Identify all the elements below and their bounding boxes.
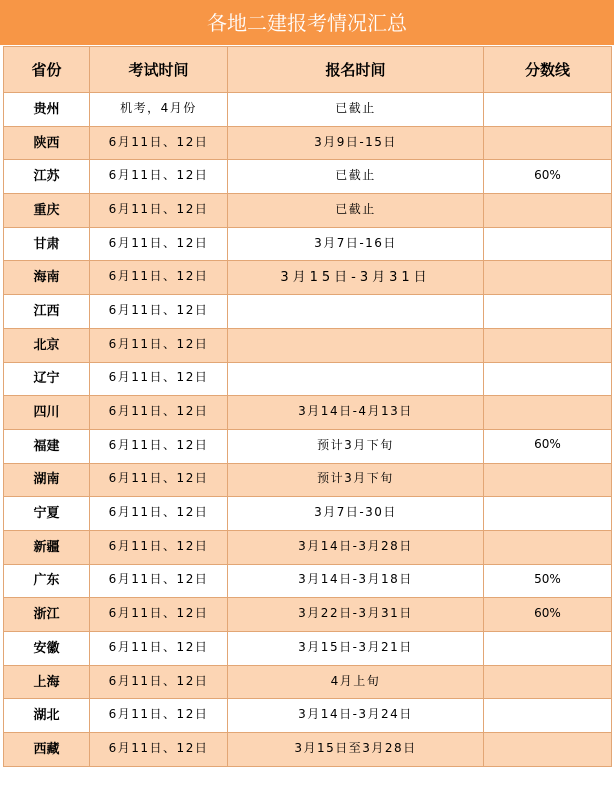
registration-time-cell: 3月14日-3月18日	[228, 564, 484, 598]
registration-time-cell: 3月14日-4月13日	[228, 396, 484, 430]
registration-time-cell	[228, 328, 484, 362]
passing-score-cell	[484, 328, 612, 362]
passing-score-cell	[484, 530, 612, 564]
passing-score-cell	[484, 632, 612, 666]
table-row	[4, 93, 612, 127]
passing-score-cell	[484, 396, 612, 430]
province-cell: 湖北	[4, 699, 90, 733]
province-cell: 浙江	[4, 598, 90, 632]
registration-time-cell: 4月上旬	[228, 665, 484, 699]
exam-time-cell: 6月11日、12日	[90, 665, 228, 699]
exam-time-cell: 6月11日、12日	[90, 194, 228, 228]
table-row	[4, 632, 612, 666]
exam-time-cell: 6月11日、12日	[90, 261, 228, 295]
registration-time-cell: 预计3月下旬	[228, 463, 484, 497]
province-cell: 福建	[4, 429, 90, 463]
table-row	[4, 429, 612, 463]
header-province: 省份	[4, 47, 90, 93]
table-row	[4, 497, 612, 531]
table-row	[4, 463, 612, 497]
table-body	[4, 93, 612, 767]
table-row	[4, 699, 612, 733]
sheet-title: 各地二建报考情况汇总	[0, 0, 614, 46]
province-cell: 甘肃	[4, 227, 90, 261]
exam-time-cell: 6月11日、12日	[90, 530, 228, 564]
exam-time-cell: 6月11日、12日	[90, 429, 228, 463]
passing-score-cell	[484, 699, 612, 733]
table-row	[4, 160, 612, 194]
exam-time-cell: 6月11日、12日	[90, 699, 228, 733]
registration-time-cell: 3月15日-3月31日	[228, 261, 484, 295]
registration-time-cell: 已截止	[228, 93, 484, 127]
province-cell: 海南	[4, 261, 90, 295]
registration-time-cell: 已截止	[228, 194, 484, 228]
province-cell: 北京	[4, 328, 90, 362]
exam-time-cell: 6月11日、12日	[90, 227, 228, 261]
table-row	[4, 530, 612, 564]
province-cell: 辽宁	[4, 362, 90, 396]
header-registration-time: 报名时间	[228, 47, 484, 93]
exam-time-cell: 机考，4月份	[90, 93, 228, 127]
exam-time-cell: 6月11日、12日	[90, 632, 228, 666]
registration-time-cell: 3月15日至3月28日	[228, 733, 484, 767]
passing-score-cell	[484, 93, 612, 127]
table-row	[4, 126, 612, 160]
table-row	[4, 227, 612, 261]
passing-score-cell: 60%	[484, 160, 612, 194]
province-cell: 安徽	[4, 632, 90, 666]
table-row	[4, 396, 612, 430]
table-row	[4, 194, 612, 228]
passing-score-cell: 60%	[484, 598, 612, 632]
province-cell: 西藏	[4, 733, 90, 767]
registration-time-cell: 3月15日-3月21日	[228, 632, 484, 666]
exam-time-cell: 6月11日、12日	[90, 362, 228, 396]
header-passing-score: 分数线	[484, 47, 612, 93]
passing-score-cell	[484, 665, 612, 699]
passing-score-cell	[484, 194, 612, 228]
registration-time-cell: 3月7日-16日	[228, 227, 484, 261]
passing-score-cell	[484, 295, 612, 329]
table-row	[4, 564, 612, 598]
province-cell: 陕西	[4, 126, 90, 160]
passing-score-cell	[484, 463, 612, 497]
registration-time-cell: 3月14日-3月28日	[228, 530, 484, 564]
province-cell: 宁夏	[4, 497, 90, 531]
exam-time-cell: 6月11日、12日	[90, 328, 228, 362]
registration-time-cell: 3月14日-3月24日	[228, 699, 484, 733]
table-row	[4, 295, 612, 329]
registration-time-cell: 3月7日-30日	[228, 497, 484, 531]
table-row	[4, 665, 612, 699]
province-cell: 贵州	[4, 93, 90, 127]
registration-time-cell: 3月9日-15日	[228, 126, 484, 160]
registration-time-cell	[228, 295, 484, 329]
exam-time-cell: 6月11日、12日	[90, 497, 228, 531]
table-row	[4, 598, 612, 632]
exam-table	[3, 46, 612, 767]
province-cell: 江苏	[4, 160, 90, 194]
passing-score-cell	[484, 227, 612, 261]
exam-time-cell: 6月11日、12日	[90, 295, 228, 329]
exam-time-cell: 6月11日、12日	[90, 160, 228, 194]
registration-time-cell	[228, 362, 484, 396]
passing-score-cell: 50%	[484, 564, 612, 598]
exam-time-cell: 6月11日、12日	[90, 396, 228, 430]
exam-time-cell: 6月11日、12日	[90, 463, 228, 497]
province-cell: 四川	[4, 396, 90, 430]
header-exam-time: 考试时间	[90, 47, 228, 93]
province-cell: 重庆	[4, 194, 90, 228]
province-cell: 广东	[4, 564, 90, 598]
table-row	[4, 362, 612, 396]
province-cell: 新疆	[4, 530, 90, 564]
exam-time-cell: 6月11日、12日	[90, 126, 228, 160]
table-row	[4, 733, 612, 767]
passing-score-cell	[484, 362, 612, 396]
exam-time-cell: 6月11日、12日	[90, 564, 228, 598]
table-row	[4, 261, 612, 295]
table-row	[4, 328, 612, 362]
exam-time-cell: 6月11日、12日	[90, 598, 228, 632]
passing-score-cell	[484, 733, 612, 767]
passing-score-cell	[484, 261, 612, 295]
exam-time-cell: 6月11日、12日	[90, 733, 228, 767]
province-cell: 湖南	[4, 463, 90, 497]
province-cell: 上海	[4, 665, 90, 699]
registration-time-cell: 已截止	[228, 160, 484, 194]
province-cell: 江西	[4, 295, 90, 329]
header-row	[4, 47, 612, 93]
passing-score-cell: 60%	[484, 429, 612, 463]
registration-time-cell: 3月22日-3月31日	[228, 598, 484, 632]
registration-time-cell: 预计3月下旬	[228, 429, 484, 463]
passing-score-cell	[484, 497, 612, 531]
passing-score-cell	[484, 126, 612, 160]
